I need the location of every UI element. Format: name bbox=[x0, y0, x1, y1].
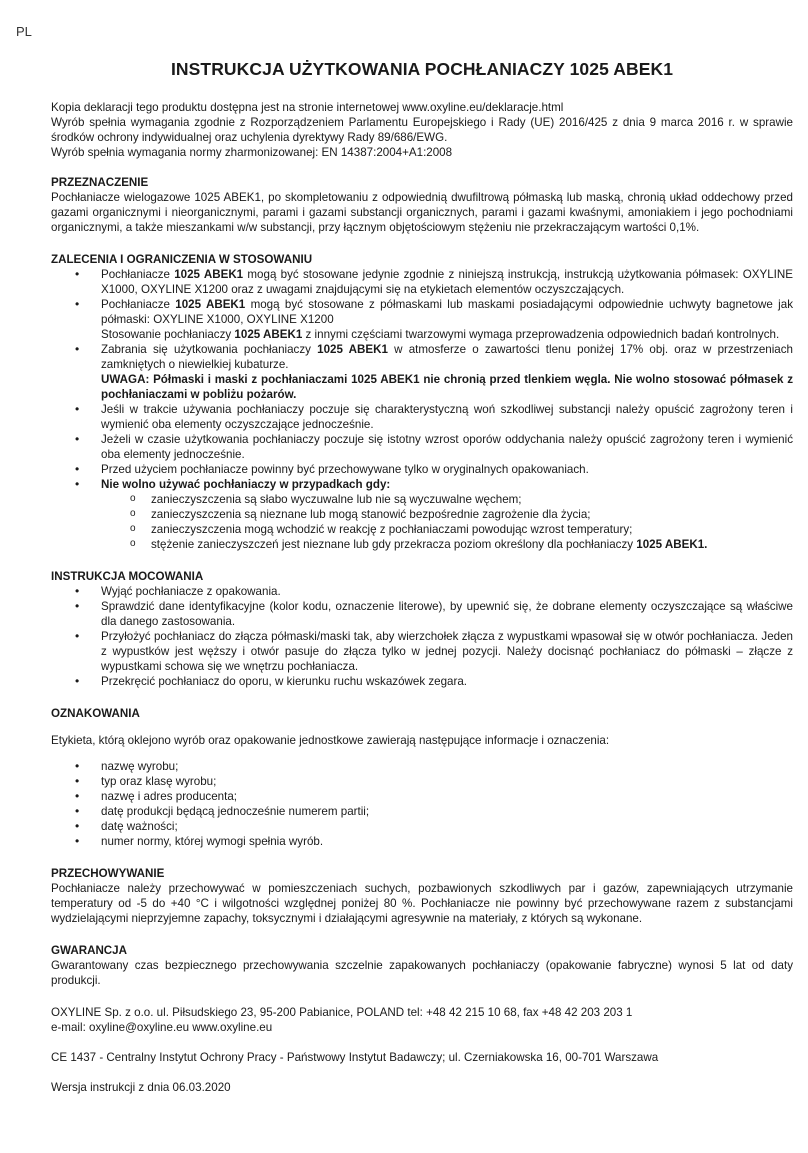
product-code: 1025 ABEK1 bbox=[174, 268, 244, 281]
text-run: Stosowanie pochłaniaczy bbox=[101, 328, 235, 341]
standard-note: Wyrób spełnia wymagania normy zharmonizowanej: EN 14387:2004+A1:2008 bbox=[51, 146, 453, 159]
notified-body: CE 1437 - Centralny Instytut Ochrony Pracy - Państwowy Instytut Badawczy; ul. Czerniakowska 16, 00-701 Warszawa bbox=[51, 1051, 659, 1065]
list-item: • typ oraz klasę wyrobu; bbox=[51, 774, 793, 789]
text-run: Pochłaniacze bbox=[101, 298, 176, 311]
list-item bbox=[51, 477, 793, 552]
section-heading: PRZECHOWYWANIE bbox=[51, 867, 165, 881]
section-mocowanie bbox=[51, 569, 793, 689]
footer bbox=[51, 1005, 793, 1095]
recommendations-list bbox=[51, 267, 793, 552]
list-item: • datę produkcji będącą jednocześnie numerem partii; bbox=[51, 804, 793, 819]
document-title: INSTRUKCJA UŻYTKOWANIA POCHŁANIACZY 1025 ABEK1 bbox=[170, 59, 674, 79]
text-run: mogą być stosowane z półmaskami lub maskami posiadającymi odpowiednie uchwyty bagnetowe jak półmaski: OXYLINE X1000, OXYLINE X1200 bbox=[101, 298, 794, 326]
section-text: Etykieta, którą oklejono wyrób oraz opakowanie jednostkowe zawierają następujące informacje i oznaczenia: bbox=[51, 733, 610, 747]
declaration-note: Kopia deklaracji tego produktu dostępna jest na stronie internetowej www.oxyline.eu/deklaracje.html bbox=[51, 101, 564, 114]
text-run: z innymi częściami twarzowymi wymaga przeprowadzenia odpowiednich badań kontrolnych. bbox=[302, 328, 780, 341]
list-item: • Przyłożyć pochłaniacz do złącza półmaski/maski tak, aby wierzchołek złącza z wypustkami wpasował się w otwór pochłaniacza. Jeden z wypustków jest węższy i otwór pasuje do złącza tylko w jednej pozycji. Należy docisnąć pochłaniacz do półmaski – złącze z wypustkami schowa się we wnętrzu pochłaniacza. bbox=[51, 629, 793, 674]
prohibition-heading: Nie wolno używać pochłaniaczy w przypadkach gdy: bbox=[101, 478, 391, 491]
section-oznakowania bbox=[51, 706, 793, 849]
sublist-item bbox=[101, 537, 793, 552]
list-item: • datę ważności; bbox=[51, 819, 793, 834]
text-run: mogą być stosowane jedynie zgodnie z niniejszą instrukcją, instrukcją użytkowania półmasek: OXYLINE X1000, OXYLINE X1200 oraz z uwagami znajdującymi się na etykietach elementów oczyszczających. bbox=[101, 268, 793, 296]
section-heading: GWARANCJA bbox=[51, 944, 128, 958]
product-code: 1025 ABEK1 bbox=[175, 298, 246, 311]
list-item: • nazwę i adres producenta; bbox=[51, 789, 793, 804]
product-code: 1025 ABEK1. bbox=[636, 538, 708, 551]
list-item: • numer normy, której wymogi spełnia wyrób. bbox=[51, 834, 793, 849]
section-gwarancja bbox=[51, 943, 793, 988]
text-run: stężenie zanieczyszczeń jest nieznane lub gdy przekracza poziom określony dla pochłaniaczy bbox=[151, 538, 637, 551]
list-item: • nazwę wyrobu; bbox=[51, 759, 793, 774]
text-run: Pochłaniacze bbox=[101, 268, 175, 281]
list-item bbox=[51, 267, 793, 297]
intro-block bbox=[51, 100, 793, 160]
sublist-item: o zanieczyszczenia są nieznane lub mogą stanowić bezpośrednie zagrożenie dla życia; bbox=[101, 507, 793, 522]
instruction-document bbox=[51, 58, 793, 1095]
sublist-item: o zanieczyszczenia mogą wchodzić w reakcję z pochłaniaczami powodując wzrost temperatury; bbox=[101, 522, 793, 537]
manufacturer-contact: e-mail: oxyline@oxyline.eu www.oxyline.eu bbox=[51, 1021, 273, 1035]
version-note: Wersja instrukcji z dnia 06.03.2020 bbox=[51, 1081, 231, 1095]
section-heading: PRZEZNACZENIE bbox=[51, 176, 149, 189]
marking-list bbox=[51, 759, 793, 849]
regulation-note: Wyrób spełnia wymagania zgodnie z Rozporządzeniem Parlamentu Europejskiego i Rady (UE) 2016/425 z dnia 9 marca 2016 r. w sprawie środków ochrony indywidualnej oraz uchylenia dyrektywy Rady 89/686/EWG. bbox=[51, 116, 793, 144]
list-item bbox=[51, 297, 793, 342]
list-item: • Przekręcić pochłaniacz do oporu, w kierunku ruchu wskazówek zegara. bbox=[51, 674, 793, 689]
section-heading: ZALECENIA I OGRANICZENIA W STOSOWANIU bbox=[51, 253, 313, 266]
list-item: • Jeżeli w czasie użytkowania pochłaniaczy poczuje się istotny wzrost oporów oddychania należy opuścić zagrożony teren i wymienić oba elementy jednocześnie. bbox=[51, 432, 793, 462]
text-run: Zabrania się użytkowania pochłaniaczy bbox=[101, 343, 318, 356]
manufacturer-address: OXYLINE Sp. z o.o. ul. Piłsudskiego 23, 95-200 Pabianice, POLAND tel: +48 42 215 10 68, fax +48 42 203 203 1 bbox=[51, 1006, 633, 1020]
prohibition-sublist bbox=[101, 492, 793, 552]
mounting-list bbox=[51, 584, 793, 689]
language-code: PL bbox=[16, 24, 32, 39]
product-code: 1025 ABEK1 bbox=[317, 343, 388, 356]
section-text: Gwarantowany czas bezpiecznego przechowywania szczelnie zapakowanych pochłaniaczy (opakowanie fabryczne) wynosi 5 lat od daty produkcji. bbox=[51, 959, 793, 988]
text-run: w atmosferze o zawartości tlenu poniżej 17% obj. oraz w przestrzeniach zamkniętych o niewielkiej kubaturze. bbox=[101, 343, 793, 371]
list-item: • Przed użyciem pochłaniacze powinny być przechowywane tylko w oryginalnych opakowaniach. bbox=[51, 462, 793, 477]
section-heading: INSTRUKCJA MOCOWANIA bbox=[51, 570, 204, 583]
section-text: Pochłaniacze należy przechowywać w pomieszczeniach suchych, pozbawionych szkodliwych par i gazów, zapewniających utrzymanie temperatury od -5 do +40 °C i wilgotności względnej poniżej 80 %. Pochłaniacze nie powinny być przechowywane razem z substancjami wydzielającymi nieprzyjemne zapachy, toksycznymi i działającymi agresywnie na materiały, z których są wykonane. bbox=[51, 882, 793, 926]
product-code: 1025 ABEK1 bbox=[234, 328, 303, 341]
list-item bbox=[51, 342, 793, 402]
section-zalecenia bbox=[51, 252, 793, 552]
section-przeznaczenie bbox=[51, 175, 793, 235]
warning-text: UWAGA: Półmaski i maski z pochłaniaczami 1025 ABEK1 nie chronią przed tlenkiem węgla. Nie wolno stosować półmasek z pochłaniaczami w pobliżu pożarów. bbox=[101, 373, 793, 401]
sublist-item: o zanieczyszczenia są słabo wyczuwalne lub nie są wyczuwalne węchem; bbox=[101, 492, 793, 507]
list-item: • Wyjąć pochłaniacze z opakowania. bbox=[51, 584, 793, 599]
list-item: • Jeśli w trakcie używania pochłaniaczy poczuje się charakterystyczną woń szkodliwej substancji należy opuścić zagrożony teren i wymienić oba elementy oczyszczające jednocześnie. bbox=[51, 402, 793, 432]
list-item: • Sprawdzić dane identyfikacyjne (kolor kodu, oznaczenie literowe), by upewnić się, że dobrane elementy oczyszczające są właściwe dla danego zastosowania. bbox=[51, 599, 793, 629]
section-przechowywanie bbox=[51, 866, 793, 926]
section-text: Pochłaniacze wielogazowe 1025 ABEK1, po skompletowaniu z odpowiednią dwufiltrową półmaską lub maską, chronią układ oddechowy przed gazami organicznymi i nieorganicznymi, parami i gazami substancji organicznych, parami i gazami kwaśnymi, amoniakiem i jego pochodniami organicznymi, a także mieszankami w/w substancji, przy łącznym objętościowym stężeniu nie przekraczającym wartości 0,1%. bbox=[51, 191, 793, 234]
section-heading: OZNAKOWANIA bbox=[51, 707, 140, 720]
